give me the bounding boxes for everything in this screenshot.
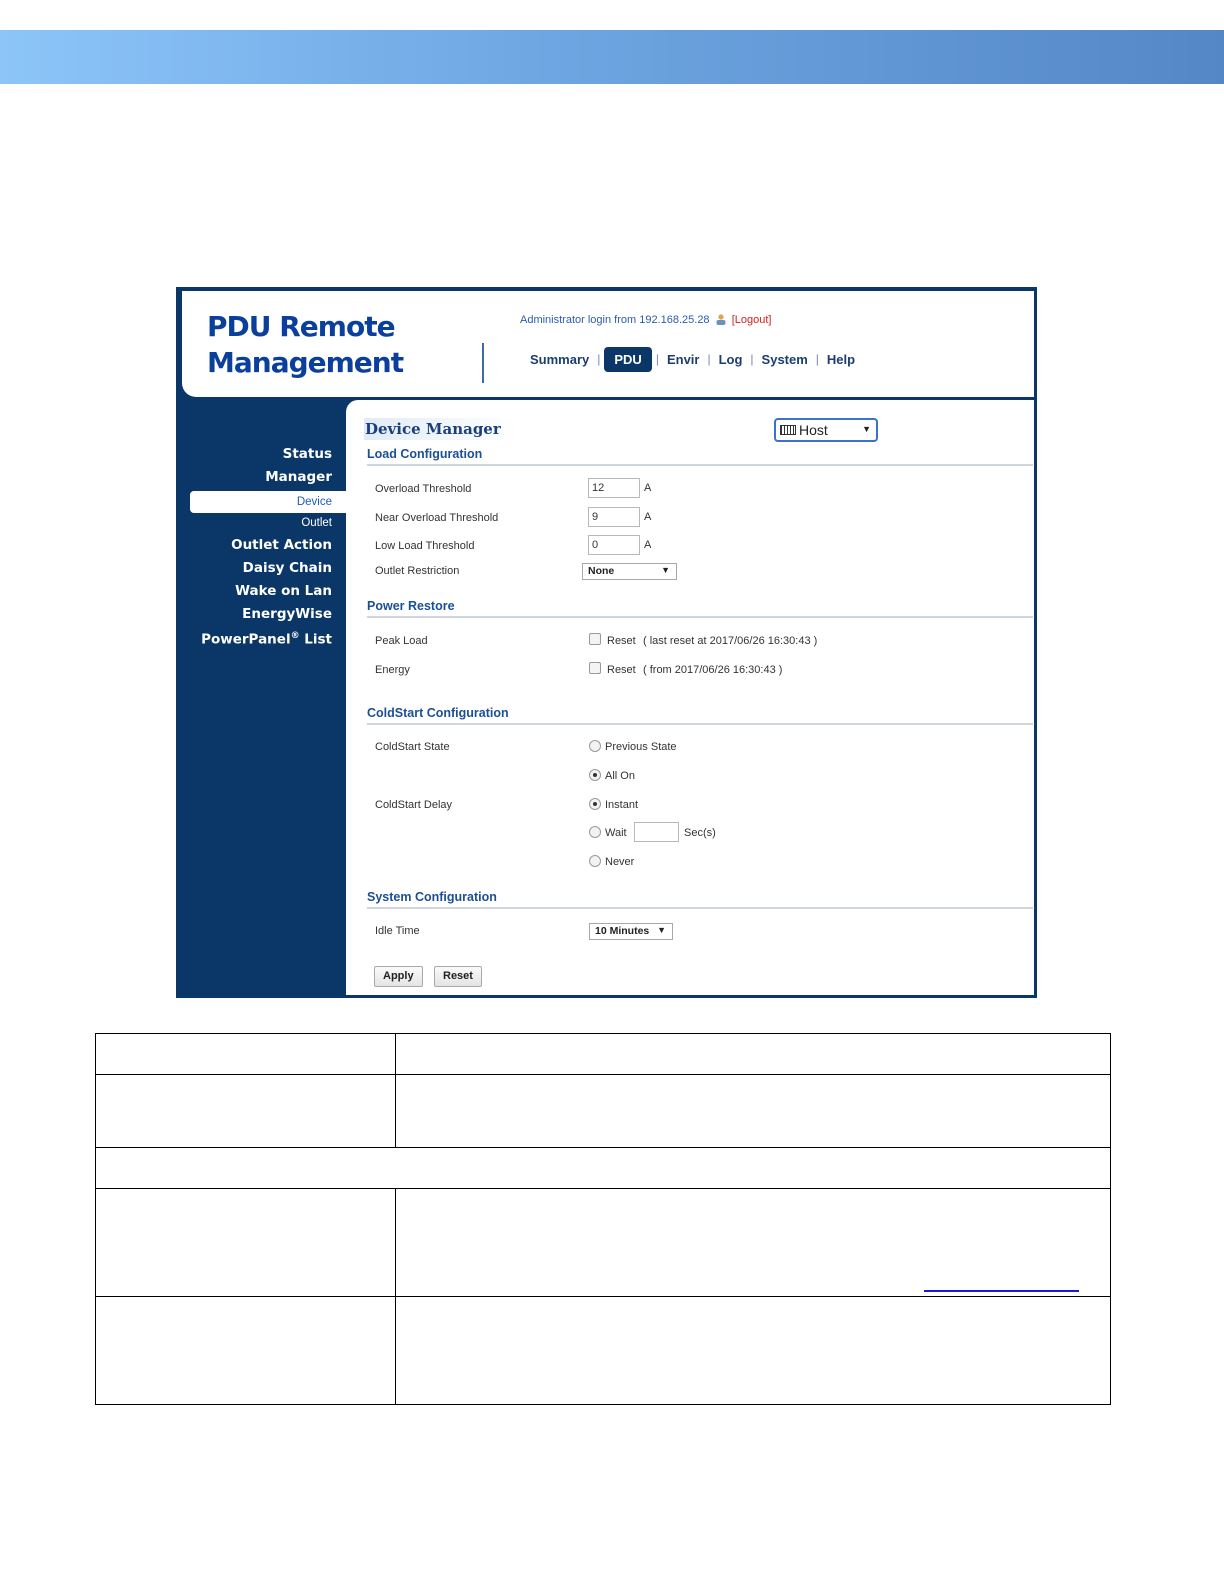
login-text: Administrator login from 192.168.25.28 [520,314,710,326]
never-label: Never [605,856,635,868]
reset-button[interactable]: Reset [434,966,482,987]
energy-reset-checkbox[interactable] [589,662,601,674]
header-divider [482,343,484,383]
previous-state-radio[interactable] [589,740,601,752]
chevron-down-icon: ▼ [862,424,871,434]
sidebar-item-powerpanel-list[interactable] [201,631,332,648]
host-select-value: Host [799,422,828,438]
wait-label: Wait [605,827,627,839]
table-row [96,1189,1111,1297]
table-cell [396,1297,1111,1405]
table-cell [396,1075,1111,1148]
sidebar-item-outlet[interactable]: Outlet [301,517,332,529]
peak-load-reset-note: ( last reset at 2017/06/26 16:30:43 ) [643,635,818,647]
instant-radio[interactable] [589,798,601,810]
logo-line-1: PDU Remote [207,310,395,343]
nav-separator: | [597,352,601,366]
nav-summary[interactable]: Summary [530,351,590,367]
sidebar-item-status[interactable]: Status [282,446,332,462]
energy-reset-label: Reset [607,664,636,676]
nav-help[interactable]: Help [826,351,856,367]
logo-line-2: Management [207,346,404,379]
near-overload-unit: A [644,511,652,523]
table-row [96,1034,1111,1075]
registered-mark: ® [290,631,300,641]
description-table [95,1033,1111,1405]
nav-envir[interactable]: Envir [666,351,700,367]
peak-load-reset-checkbox[interactable] [589,633,601,645]
header [182,291,1034,397]
overload-threshold-input[interactable] [588,478,640,498]
table-cell [396,1189,1111,1297]
outlet-restriction-value: None [588,565,615,577]
chevron-down-icon: ▼ [657,925,666,935]
sidebar-item-device[interactable]: Device [190,491,347,513]
idle-time-value: 10 Minutes [595,925,650,937]
top-nav [522,345,863,373]
sidebar [179,402,346,998]
sidebar-item-energywise[interactable]: EnergyWise [242,606,332,622]
login-info [520,313,771,326]
app-logo [207,309,467,381]
outlet-restriction-select[interactable] [582,563,677,580]
near-overload-threshold-input[interactable] [588,507,640,527]
energy-label: Energy [375,664,410,676]
peak-load-label: Peak Load [375,635,428,647]
sidebar-item-daisy-chain[interactable]: Daisy Chain [242,560,332,576]
coldstart-delay-label: ColdStart Delay [375,799,453,811]
energy-reset-note: ( from 2017/06/26 16:30:43 ) [643,664,783,676]
page-title: Device Manager [364,418,518,440]
wait-radio[interactable] [589,826,601,838]
system-config-heading: System Configuration [367,890,1033,909]
table-cell [396,1034,1111,1075]
power-restore-heading: Power Restore [367,599,1033,618]
never-radio[interactable] [589,855,601,867]
chevron-down-icon: ▼ [661,565,670,575]
table-cell [96,1075,396,1148]
near-overload-label: Near Overload Threshold [375,512,499,524]
load-config-heading: Load Configuration [367,447,1033,466]
instant-label: Instant [605,799,639,811]
hyperlink-underline[interactable] [924,1290,1079,1292]
nav-log[interactable]: Log [718,351,743,367]
logout-link[interactable]: [Logout] [731,314,772,326]
outlet-restriction-label: Outlet Restriction [375,565,460,577]
user-icon [715,313,727,325]
keyboard-icon [780,425,796,435]
table-row [96,1297,1111,1405]
all-on-label: All On [605,770,635,782]
peak-load-reset-label: Reset [607,635,636,647]
table-row [96,1075,1111,1148]
top-banner [0,30,1224,84]
table-cell [96,1189,396,1297]
low-load-threshold-input[interactable] [588,535,640,555]
nav-separator: | [707,352,711,366]
powerpanel-suffix: List [299,631,332,648]
overload-unit: A [644,482,652,494]
idle-time-label: Idle Time [375,925,420,937]
powerpanel-label: PowerPanel [201,631,291,648]
table-cell [96,1148,1111,1189]
all-on-radio[interactable] [589,769,601,781]
wait-seconds-input[interactable] [634,822,679,842]
table-cell [96,1297,396,1405]
sidebar-item-wake-on-lan[interactable]: Wake on Lan [235,583,332,599]
low-load-label: Low Load Threshold [375,540,475,552]
main-content [346,400,1034,998]
coldstart-state-label: ColdStart State [375,741,450,753]
nav-separator: | [815,352,819,366]
table-row [96,1148,1111,1189]
table-cell [96,1034,396,1075]
overload-label: Overload Threshold [375,483,472,495]
sidebar-item-outlet-action[interactable]: Outlet Action [231,537,332,553]
host-select[interactable] [774,418,878,442]
sidebar-item-manager[interactable]: Manager [265,469,332,485]
coldstart-heading: ColdStart Configuration [367,706,1033,725]
nav-pdu[interactable]: PDU [604,347,651,372]
nav-system[interactable]: System [761,351,808,367]
low-load-unit: A [644,539,652,551]
pdu-screenshot [176,287,1037,998]
nav-separator: | [750,352,754,366]
apply-button[interactable]: Apply [374,966,423,987]
nav-separator: | [655,352,659,366]
previous-state-label: Previous State [605,741,677,753]
seconds-unit: Sec(s) [684,827,716,839]
idle-time-select[interactable] [589,923,673,940]
